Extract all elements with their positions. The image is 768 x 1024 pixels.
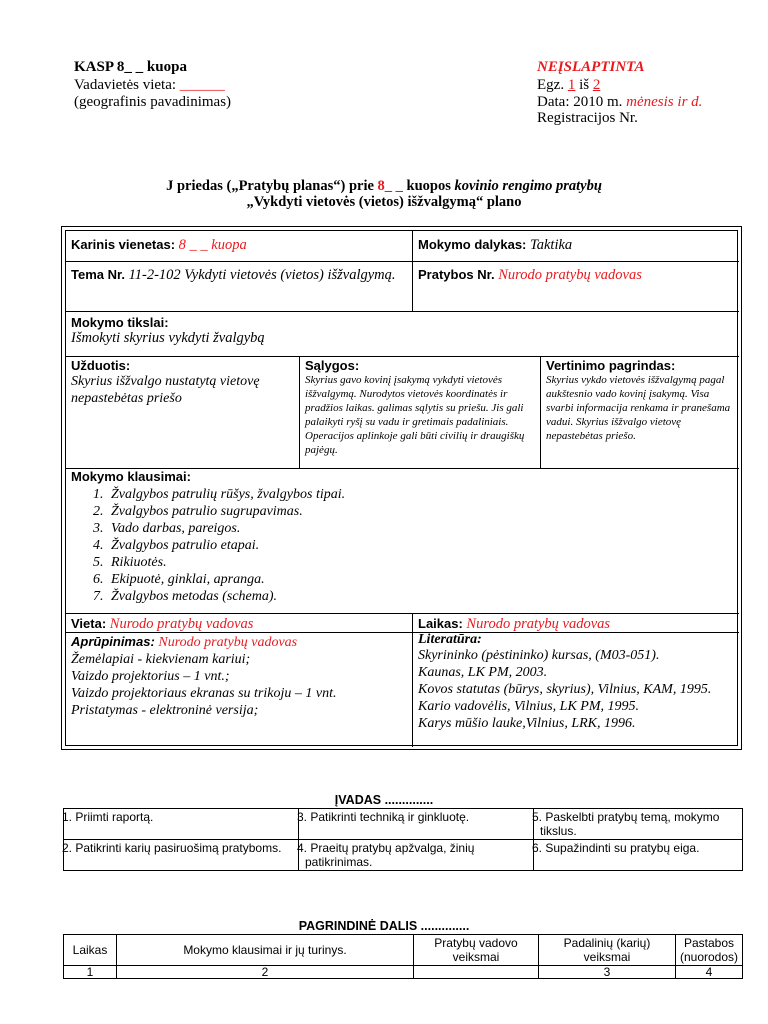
supply-item: Vaizdo projektorius – 1 vnt.; — [71, 669, 230, 684]
goal-label: Mokymo tikslai: — [71, 315, 169, 330]
column-number: 2 — [117, 966, 414, 979]
literature-cell — [413, 633, 739, 747]
intro-cell: 2. Patikrinti karių pasiruošimą pratyboms. — [64, 840, 299, 871]
column-number: 3 — [539, 966, 676, 979]
document-title-line1 — [0, 178, 768, 195]
unit-label: Karinis vienetas: — [71, 237, 179, 252]
literature-item: Kovos statutas (būrys, skyrius), Vilnius, KAM, 1995. — [418, 682, 712, 697]
table-row — [64, 935, 743, 966]
date-label: Data: 2010 m. — [537, 94, 627, 110]
unit-value: 8 _ _ kuopa — [178, 237, 247, 253]
task-cell — [66, 357, 300, 469]
literature-item: Skyrininko (pėstininko) kursas, (M03-051). — [418, 648, 660, 663]
title-subject: kovinio rengimo pratybų — [454, 178, 602, 194]
intro-table — [63, 808, 743, 871]
column-header: Mokymo klausimai ir jų turinys. — [117, 935, 414, 966]
table-row — [64, 809, 743, 840]
unit-heading: KASP 8_ _ kuopa — [74, 59, 187, 75]
title-unit: 8_ _ — [377, 178, 403, 194]
intro-title: ĮVADAS .............. — [334, 793, 434, 807]
evaluation-value: Skyrius vykdo vietovės išžvalgymą pagal aukštesnio vado kovinį įsakymą. Visa svarbi informacija renkama ir pranešama vadui. Skyrius išžvalgo vietovę nepastebėtas priešo. — [546, 374, 731, 442]
conditions-label: Sąlygos: — [305, 358, 360, 373]
questions-list — [89, 486, 734, 605]
date-value: mėnesis ir d. — [626, 94, 703, 110]
evaluation-label: Vertinimo pagrindas: — [546, 358, 676, 373]
question-item: 5. Rikiuotės. — [107, 554, 734, 571]
supply-heading — [71, 633, 407, 651]
intro-cell: 6. Supažindinti su pratybų eiga. — [534, 840, 743, 871]
literature-item: Karys mūšio lauke,Vilnius, LRK, 1996. — [418, 716, 636, 731]
intro-cell: 5. Paskelbti pratybų temą, mokymo tikslus. — [534, 809, 743, 840]
location-line — [74, 77, 225, 94]
place-cell — [66, 614, 413, 633]
column-header: Laikas — [64, 935, 117, 966]
question-item: 3. Vado darbas, pareigos. — [107, 520, 734, 537]
supply-item: Žemėlapiai - kiekvienam kariui; — [71, 652, 251, 667]
conditions-cell — [300, 357, 541, 469]
copy-mid: iš — [575, 77, 593, 93]
place-label: Vieta: — [71, 616, 110, 631]
topic-cell — [66, 262, 413, 312]
intro-cell: 1. Priimti raportą. — [64, 809, 299, 840]
copy-total: 2 — [592, 77, 601, 93]
question-item: 6. Ekipuotė, ginklai, apranga. — [107, 571, 734, 588]
supply-label: Aprūpinimas: — [71, 634, 159, 649]
questions-label: Mokymo klausimai: — [71, 469, 191, 484]
supply-item: Pristatymas - elektroninė versija; — [71, 703, 259, 718]
exercise-label: Pratybos Nr. — [418, 267, 499, 282]
copy-number: 1 — [567, 77, 576, 93]
goal-cell — [66, 312, 739, 357]
copy-prefix: Egz. — [537, 77, 568, 93]
unit-cell — [66, 231, 413, 262]
column-number — [414, 966, 539, 979]
conditions-value: Skyrius gavo kovinį įsakymą vykdyti vietovės išžvalgymą. Nurodytos vietovės koordinatės ir pradžios laikas. galimas sąlytis su priešu. Jis gali palaikyti ryšį su vadu ir gretimais padaliniais. Operacijos aplinkoje gali būti civilių ir draugiškų pajėgų. — [305, 374, 525, 456]
title-text-b: kuopos — [402, 178, 455, 194]
question-item: 7. Žvalgybos metodas (schema). — [107, 588, 734, 605]
location-value: ______ — [179, 77, 225, 93]
topic-label: Tema Nr. — [71, 267, 129, 282]
intro-cell: 4. Praeitų pratybų apžvalga, žinių patikrinimas. — [299, 840, 534, 871]
intro-cell: 3. Patikrinti techniką ir ginkluotę. — [299, 809, 534, 840]
main-part-title: PAGRINDINĖ DALIS .............. — [298, 919, 470, 933]
supply-cell — [66, 633, 413, 747]
plan-table-inner — [65, 230, 738, 746]
column-header: Pratybų vadovo veiksmai — [414, 935, 539, 966]
goal-value: Išmokyti skyrius vykdyti žvalgybą — [71, 330, 265, 346]
time-cell — [413, 614, 739, 633]
question-item: 2. Žvalgybos patrulio sugrupavimas. — [107, 503, 734, 520]
column-header: Pastabos (nuorodos) — [676, 935, 743, 966]
column-header: Padalinių (karių) veiksmai — [539, 935, 676, 966]
literature-item: Kario vadovėlis, Vilnius, LK PM, 1995. — [418, 699, 640, 714]
exercise-value: Nurodo pratybų vadovas — [498, 267, 642, 283]
registration-line: Registracijos Nr. — [537, 110, 638, 126]
question-item: 4. Žvalgybos patrulio etapai. — [107, 537, 734, 554]
topic-value: 11-2-102 Vykdyti vietovės (vietos) išžvalgymą. — [128, 267, 396, 283]
table-row — [64, 966, 743, 979]
date-line — [537, 94, 702, 111]
question-item: 1. Žvalgybos patrulių rūšys, žvalgybos tipai. — [107, 486, 734, 503]
location-hint: (geografinis pavadinimas) — [74, 94, 232, 110]
literature-item: Kaunas, LK PM, 2003. — [418, 665, 548, 680]
time-label: Laikas: — [418, 616, 467, 631]
supply-value: Nurodo pratybų vadovas — [158, 635, 298, 650]
classification: NEĮSLAPTINTA — [537, 59, 645, 75]
subject-value: Taktika — [530, 237, 573, 253]
time-value: Nurodo pratybų vadovas — [466, 616, 611, 632]
table-row — [64, 840, 743, 871]
document-title-line2: „Vykdyti vietovės (vietos) išžvalgymą“ plano — [246, 194, 522, 210]
supply-item: Vaizdo projektoriaus ekranas su trikoju – 1 vnt. — [71, 686, 337, 701]
column-number: 4 — [676, 966, 743, 979]
exercise-cell — [413, 262, 739, 312]
plan-table — [61, 226, 742, 750]
questions-cell — [66, 469, 739, 614]
place-value: Nurodo pratybų vadovas — [109, 616, 254, 632]
subject-cell — [413, 231, 739, 262]
title-text-a: J priedas („Pratybų planas“) prie — [166, 178, 378, 194]
task-value: Skyrius išžvalgo nustatytą vietovę nepastebėtas priešo — [71, 374, 260, 406]
copy-line — [537, 77, 600, 94]
subject-label: Mokymo dalykas: — [418, 237, 530, 252]
main-part-table — [63, 934, 743, 979]
task-label: Užduotis: — [71, 358, 131, 373]
column-number: 1 — [64, 966, 117, 979]
literature-label: Literatūra: — [418, 633, 482, 647]
evaluation-cell — [541, 357, 739, 469]
location-label: Vadavietės vieta: — [74, 77, 180, 93]
